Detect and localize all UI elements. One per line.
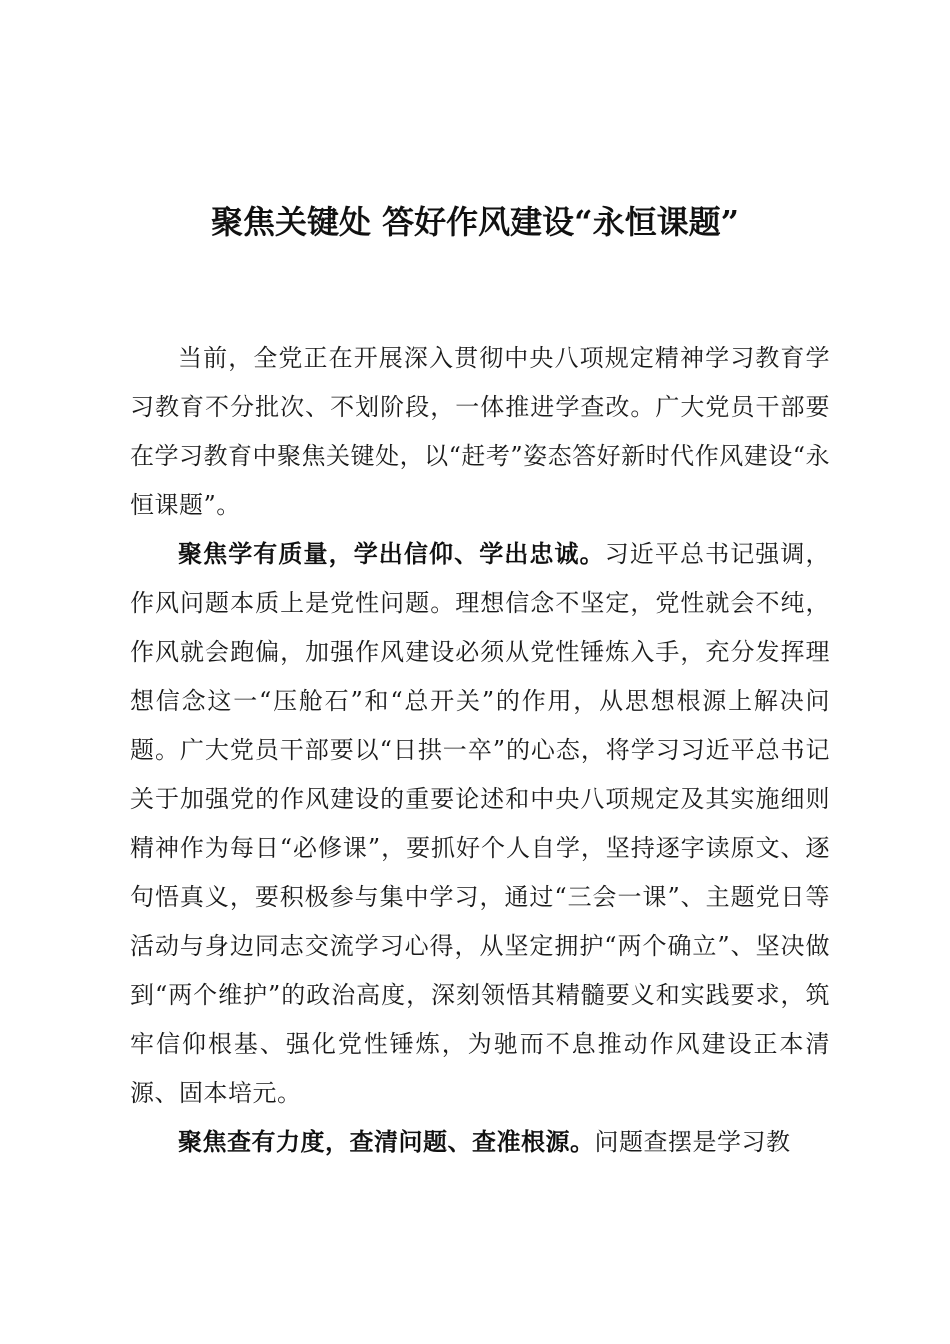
- paragraph-text: 问题查摆是学习教: [594, 1128, 791, 1156]
- paragraph-study-quality: [130, 530, 830, 1118]
- document-title: 聚焦关键处 答好作风建设“永恒课题”: [211, 203, 739, 241]
- paragraph-intro: [130, 334, 830, 530]
- paragraph-lead: 聚焦学有质量，学出信仰、学出忠诚。: [178, 540, 605, 568]
- paragraph-text: 习近平总书记强调，作风问题本质上是党性问题。理想信念不坚定，党性就会不纯，作风就会跑偏，加强作风建设必须从党性锤炼入手，充分发挥理想信念这一“压舱石”和“总开关”的作用，从思想根源上解决问题。广大党员干部要以“日拱一卒”的心态，将学习习近平总书记关于加强党的作风建设的重要论述和中央八项规定及其实施细则精神作为每日“必修课”，要抓好个人自学，坚持逐字读原文、逐句悟真义，要积极参与集中学习，通过“三会一课”、主题党日等活动与身边同志交流学习心得，从坚定拥护“两个确立”、坚决做到“两个维护”的政治高度，深刻领悟其精髓要义和实践要求，筑牢信仰根基、强化党性锤炼，为驰而不息推动作风建设正本清源、固本培元。: [130, 540, 831, 1107]
- paragraph-lead: 聚焦查有力度，查清问题、查准根源。: [178, 1128, 595, 1156]
- document-body: [130, 334, 830, 1167]
- paragraph-check-strength: [130, 1118, 830, 1167]
- paragraph-text: 当前，全党正在开展深入贯彻中央八项规定精神学习教育学习教育不分批次、不划阶段，一体推进学查改。广大党员干部要在学习教育中聚焦关键处，以“赶考”姿态答好新时代作风建设“永恒课题”。: [130, 344, 830, 519]
